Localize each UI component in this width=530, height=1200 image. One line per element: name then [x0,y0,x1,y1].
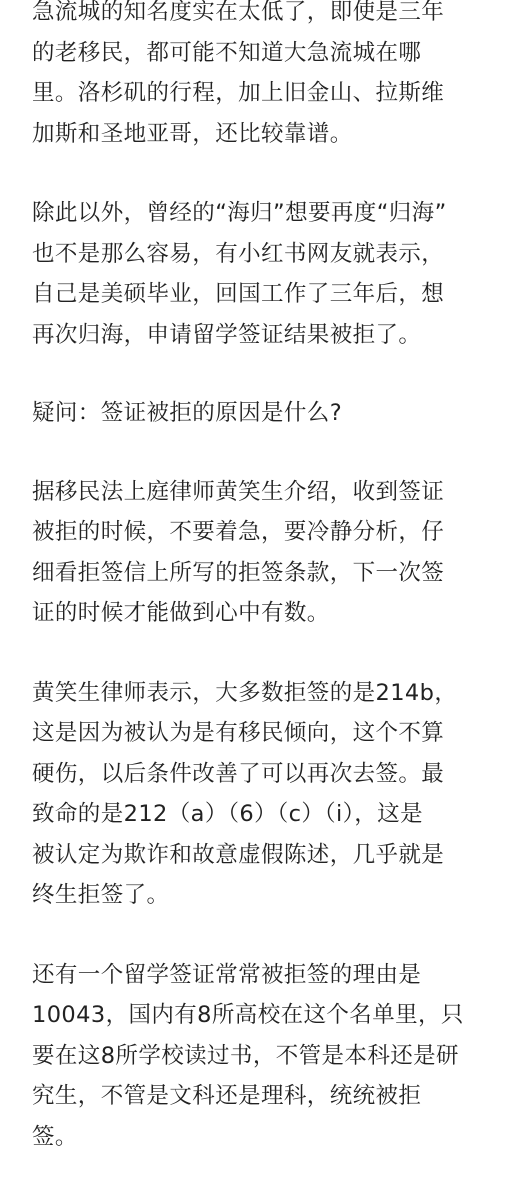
paragraph-4 [32,472,500,634]
text-line: 10043，国内有8所高校在这个名单里，只 [32,1002,464,1028]
text-line: 黄笑生律师表示，大多数拒签的是214b， [32,679,458,706]
text-line: 也不是那么容易，有小红书网友就表示， [32,240,445,267]
paragraph-gap [32,434,500,472]
text-line: 终生拒签了。 [32,882,170,908]
text-line: 要在这8所学校读过书，不管是本科还是研 [32,1042,459,1069]
text-line: 证的时候才能做到心中有数。 [32,600,330,626]
text-line: 细看拒签信上所写的拒签条款，下一次签 [32,559,445,586]
paragraph-gap [32,916,500,955]
paragraph-2 [32,193,500,355]
paragraph-6 [32,955,500,1158]
text-line: 的老移民，都可能不知道大急流城在哪 [32,39,422,66]
text-line: 疑问：签证被拒的原因是什么? [32,400,343,426]
text-line: 再次归海，申请留学签证结果被拒了。 [32,321,422,348]
text-line: 被认定为欺诈和故意虚假陈述，几乎就是 [32,841,445,868]
text-line: 急流城的知名度实在太低了，即使是三年 [32,0,445,25]
question-heading [32,393,500,434]
text-line: 致命的是212（a）（6）（c）（i），这是 [32,801,423,827]
paragraph-1 [32,0,500,154]
text-line: 据移民法上庭律师黄笑生介绍，收到签证 [32,478,445,505]
paragraph-5 [32,673,500,916]
text-line: 加斯和圣地亚哥，还比较靠谱。 [32,120,353,147]
paragraph-gap [32,154,500,193]
text-line: 签。 [32,1123,78,1150]
paragraph-gap [32,634,500,673]
text-line: 这是因为被认为是有移民倾向，这个不算 [32,720,445,746]
text-line: 硬伤，以后条件改善了可以再次去签。最 [32,760,445,787]
paragraph-gap [32,355,500,393]
text-line: 还有一个留学签证常常被拒签的理由是 [32,961,422,988]
text-line: 究生，不管是文科还是理科，统统被拒 [32,1083,422,1109]
text-line: 被拒的时候，不要着急，要冷静分析，仔 [32,519,445,545]
text-line: 里。洛杉矶的行程，加上旧金山、拉斯维 [32,80,445,106]
text-line: 自己是美硕毕业，回国工作了三年后，想 [32,281,445,307]
text-line: 除此以外，曾经的“海归”想要再度“归海” [32,200,447,226]
